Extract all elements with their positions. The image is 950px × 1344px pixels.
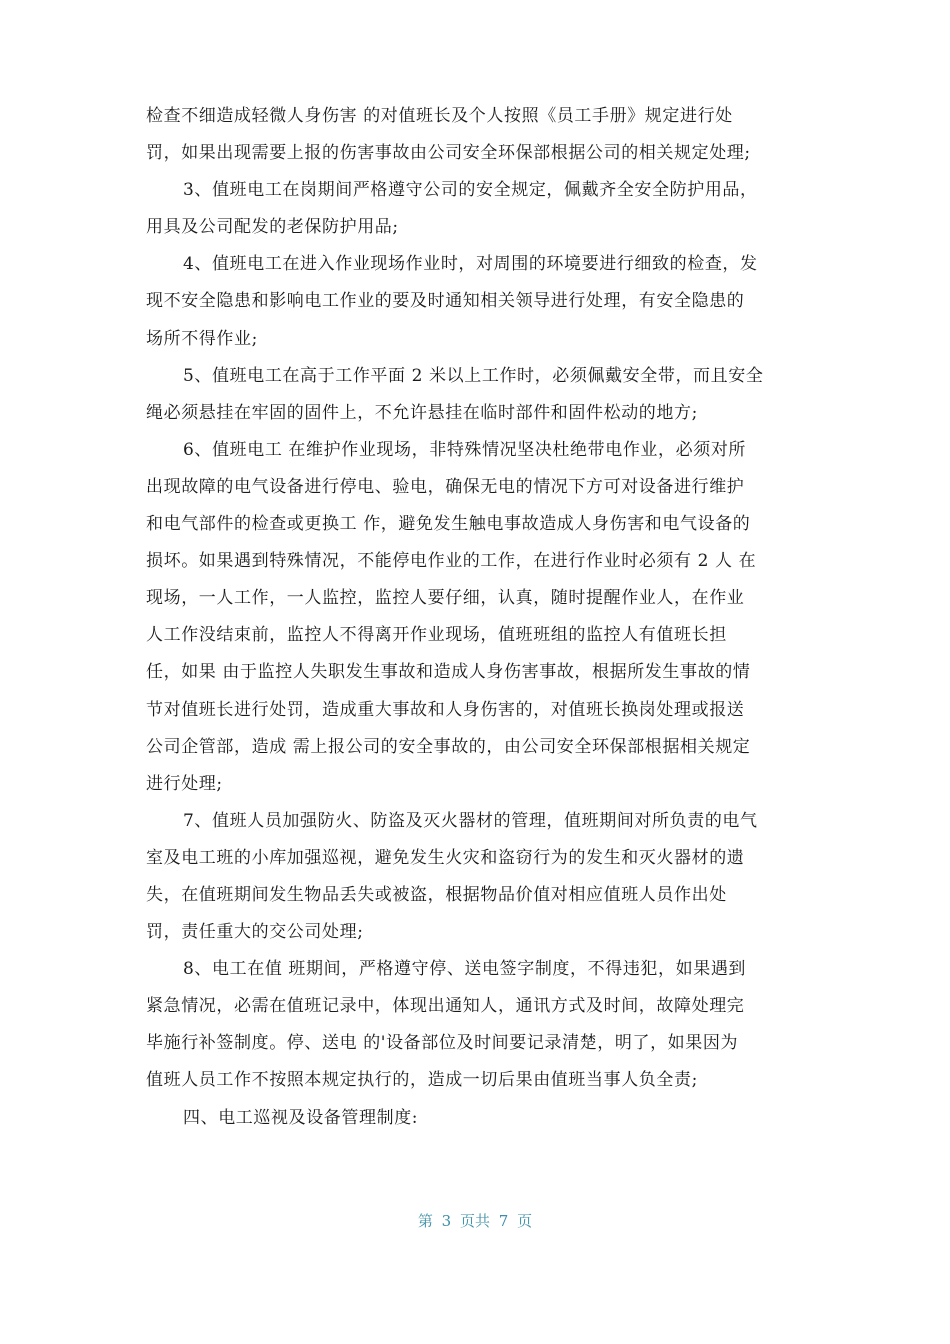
- text-line: 紧急情况，必需在值班记录中，体现出通知人，通讯方式及时间，故障处理完: [146, 996, 745, 1017]
- text-line: 6、值班电工 在维护作业现场，非特殊情况坚决杜绝带电作业，必须对所: [183, 439, 747, 460]
- text-line: 8、电工在值 班期间，严格遵守停、送电签字制度，不得违犯，如果遇到: [183, 959, 747, 980]
- text-line: 公司企管部，造成 需上报公司的安全事故的，由公司安全环保部根据相关规定: [146, 736, 751, 757]
- text-line: 出现故障的电气设备进行停电、验电，确保无电的情况下方可对设备进行维护: [146, 476, 745, 497]
- text-line: 用具及公司配发的老保防护用品;: [146, 217, 399, 238]
- text-line: 毕施行补签制度。停、送电 的'设备部位及时间要记录清楚，明了，如果因为: [146, 1033, 739, 1054]
- text-line: 人工作没结束前，监控人不得离开作业现场，值班班组的监控人有值班长担: [146, 625, 727, 646]
- text-line: 场所不得作业;: [146, 328, 258, 349]
- text-line: 3、值班电工在岗期间严格遵守公司的安全规定，佩戴齐全安全防护用品，: [183, 180, 758, 201]
- text-line: 损坏。如果遇到特殊情况，不能停电作业的工作，在进行作业时必须有 2 人 在: [146, 551, 757, 572]
- text-line: 4、值班电工在进入作业现场作业时，对周围的环境要进行细致的检查，发: [183, 254, 758, 275]
- page-number-footer: 第 3 页共 7 页: [417, 1212, 533, 1230]
- text-line: 值班人员工作不按照本规定执行的，造成一切后果由值班当事人负全责;: [146, 1070, 698, 1091]
- text-line: 罚，如果出现需要上报的伤害事故由公司安全环保部根据公司的相关规定处理;: [146, 143, 751, 164]
- text-line: 进行处理;: [146, 773, 223, 794]
- text-line: 7、值班人员加强防火、防盗及灭火器材的管理，值班期间对所负责的电气: [183, 810, 758, 831]
- text-line: 现场，一人工作，一人监控，监控人要仔细，认真，随时提醒作业人，在作业: [146, 588, 745, 609]
- text-line: 和电气部件的检查或更换工 作，避免发生触电事故造成人身伤害和电气设备的: [146, 514, 751, 535]
- document-body: [146, 98, 812, 1137]
- text-line: 绳必须悬挂在牢固的固件上，不允许悬挂在临时部件和固件松动的地方;: [146, 402, 698, 423]
- text-line: 任，如果 由于监控人失职发生事故和造成人身伤害事故，根据所发生事故的情: [146, 662, 751, 683]
- text-line: 罚，责任重大的交公司处理;: [146, 922, 364, 943]
- text-line: 失，在值班期间发生物品丢失或被盗，根据物品价值对相应值班人员作出处: [146, 884, 727, 905]
- text-line: 四、电工巡视及设备管理制度:: [183, 1107, 419, 1128]
- text-line: 节对值班长进行处罚，造成重大事故和人身伤害的，对值班长换岗处理或报送: [146, 699, 745, 720]
- text-line: 室及电工班的小库加强巡视，避免发生火灾和盗窃行为的发生和灭火器材的遗: [146, 847, 745, 868]
- text-line: 现不安全隐患和影响电工作业的要及时通知相关领导进行处理，有安全隐患的: [146, 291, 745, 312]
- text-line: 5、值班电工在高于工作平面 2 米以上工作时，必须佩戴安全带，而且安全: [183, 365, 764, 386]
- text-line: 检查不细造成轻微人身伤害 的对值班长及个人按照《员工手册》规定进行处: [146, 106, 733, 126]
